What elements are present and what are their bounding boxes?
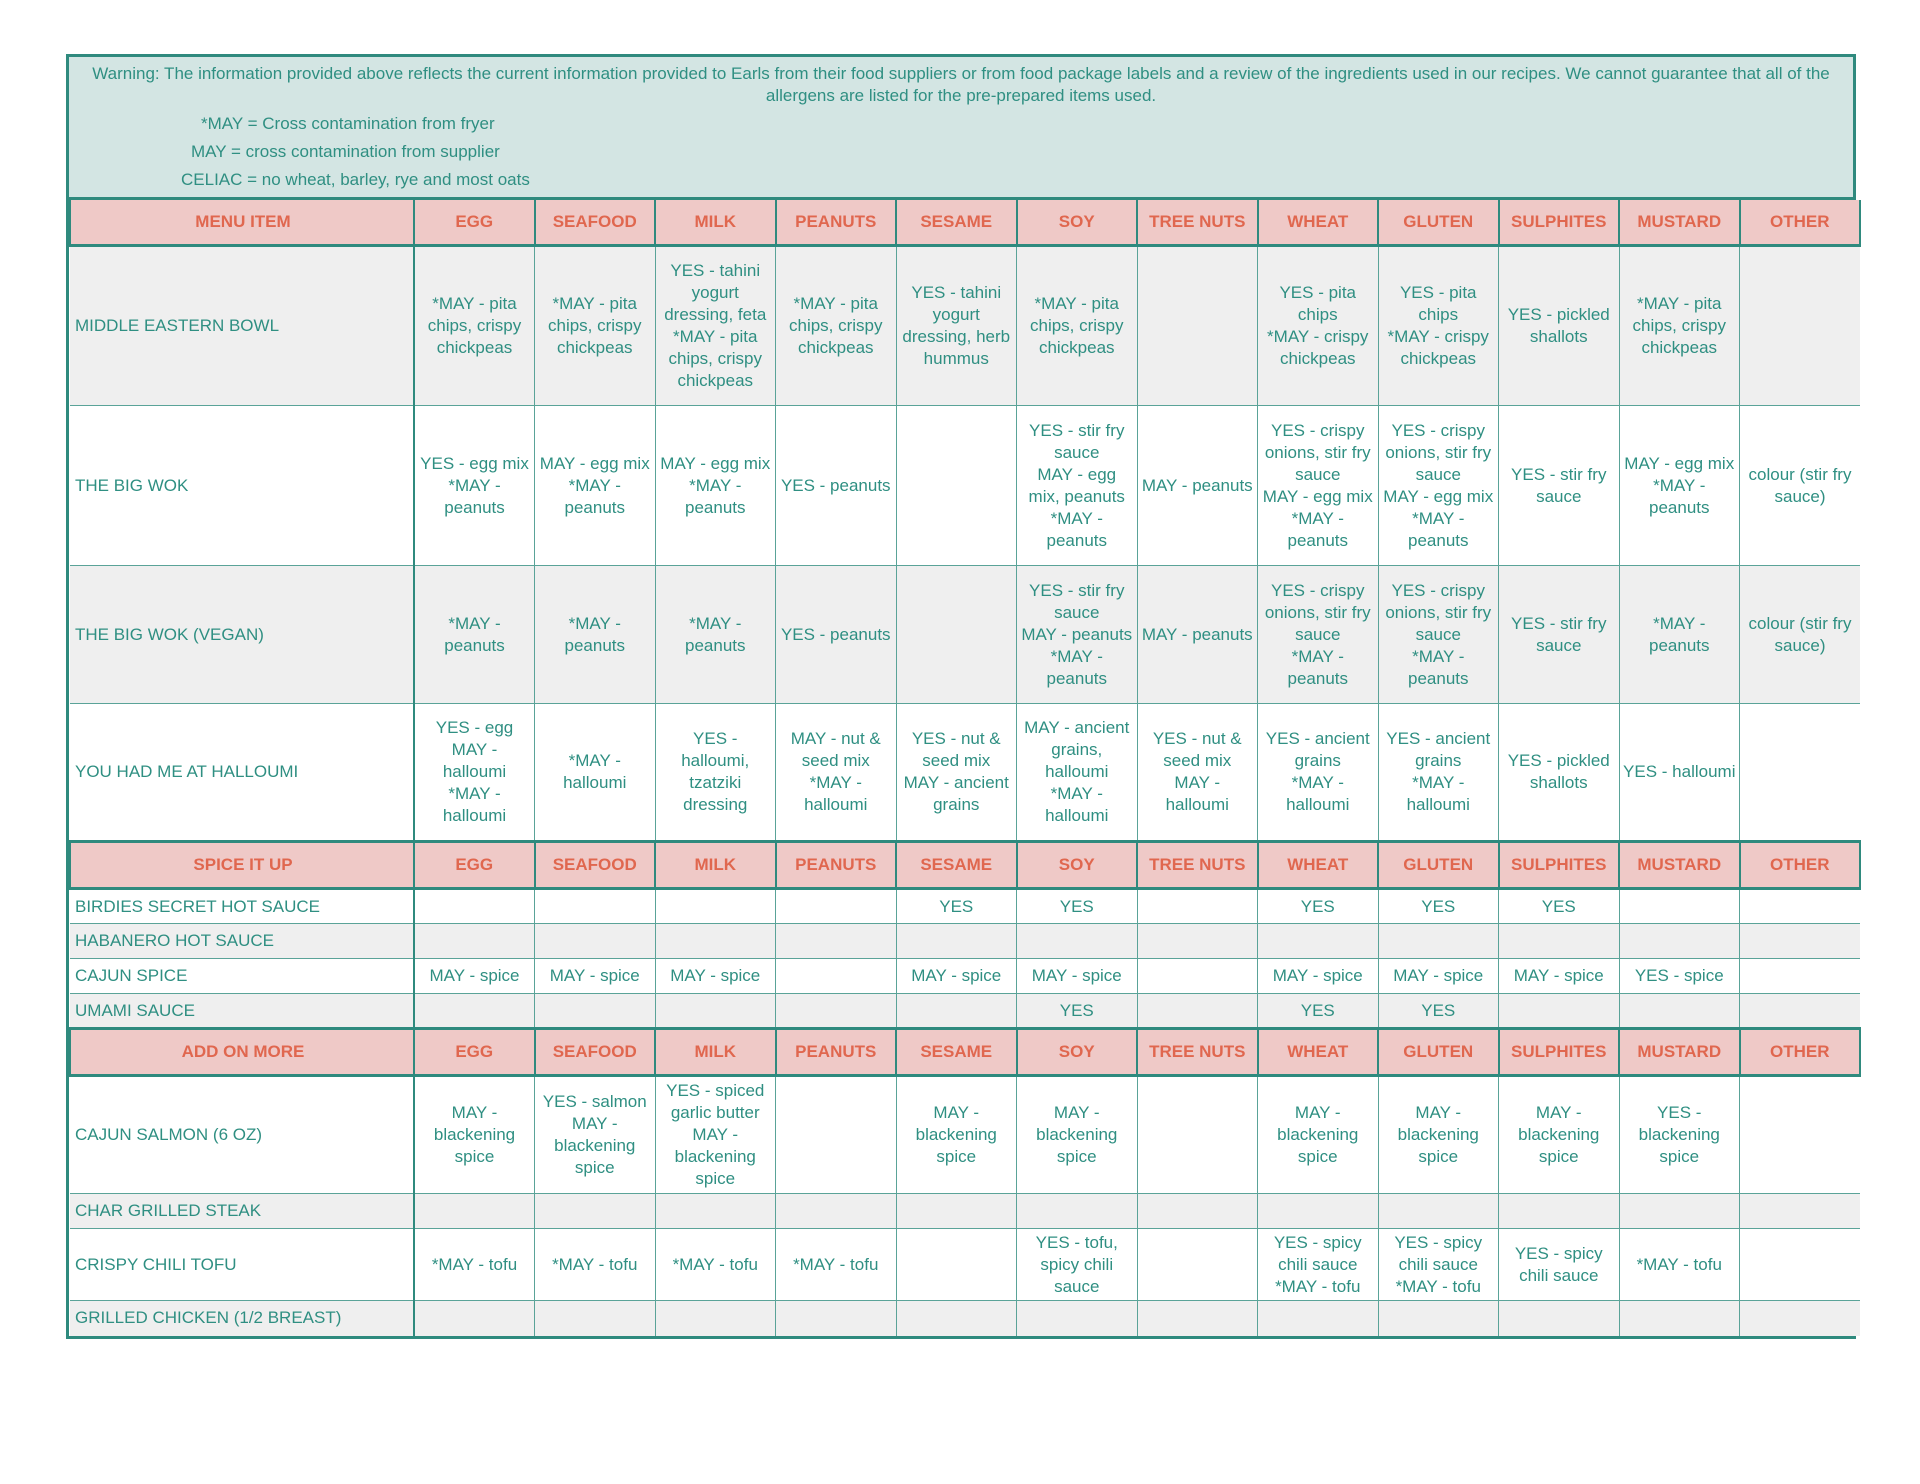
allergen-cell xyxy=(776,1301,897,1336)
column-header: WHEAT xyxy=(1258,200,1379,246)
allergen-cell xyxy=(1740,994,1861,1029)
allergen-cell: YES xyxy=(1258,889,1379,924)
allergen-cell xyxy=(535,1301,656,1336)
allergen-cell xyxy=(1258,1301,1379,1336)
allergen-cell: MAY - spice xyxy=(896,959,1017,994)
allergen-cell xyxy=(1740,1076,1861,1194)
legend-fryer: *MAY = Cross contamination from fryer xyxy=(201,114,495,133)
allergen-cell xyxy=(1740,1229,1861,1301)
column-header: OTHER xyxy=(1740,842,1861,889)
section-header-row xyxy=(70,1029,1860,1076)
allergen-cell xyxy=(896,924,1017,959)
allergen-cell xyxy=(1017,1194,1138,1229)
allergen-cell xyxy=(1017,1301,1138,1336)
allergen-cell: MAY - spice xyxy=(535,959,656,994)
allergen-cell xyxy=(1619,1194,1740,1229)
allergen-cell: YES - blackening spice xyxy=(1619,1076,1740,1194)
column-header: TREE NUTS xyxy=(1137,200,1258,246)
allergen-cell xyxy=(535,889,656,924)
table-row xyxy=(70,1229,1860,1301)
allergen-cell: *MAY - tofu xyxy=(776,1229,897,1301)
allergen-cell: YES - ancient grains *MAY - halloumi xyxy=(1378,704,1499,842)
table-row xyxy=(70,1301,1860,1336)
allergen-cell: YES - spicy chili sauce *MAY - tofu xyxy=(1378,1229,1499,1301)
column-header: OTHER xyxy=(1740,1029,1861,1076)
menu-item-name: CAJUN SALMON (6 OZ) xyxy=(70,1076,414,1194)
allergen-cell: YES - nut & seed mix MAY - halloumi xyxy=(1137,704,1258,842)
allergen-cell xyxy=(655,1194,776,1229)
allergen-cell: MAY - blackening spice xyxy=(1499,1076,1620,1194)
allergen-cell: YES - salmon MAY - blackening spice xyxy=(535,1076,656,1194)
allergen-cell xyxy=(1378,1301,1499,1336)
allergen-cell xyxy=(776,924,897,959)
allergen-cell xyxy=(1137,1229,1258,1301)
column-header: WHEAT xyxy=(1258,842,1379,889)
allergen-cell: MAY - spice xyxy=(414,959,535,994)
column-header: SEAFOOD xyxy=(535,200,656,246)
column-header: SOY xyxy=(1017,1029,1138,1076)
table-row xyxy=(70,1194,1860,1229)
allergen-cell xyxy=(1137,1301,1258,1336)
allergen-cell xyxy=(1740,889,1861,924)
column-header: MILK xyxy=(655,1029,776,1076)
allergen-cell xyxy=(1137,246,1258,406)
allergen-cell: MAY - spice xyxy=(655,959,776,994)
column-header: MUSTARD xyxy=(1619,842,1740,889)
column-header: SULPHITES xyxy=(1499,842,1620,889)
allergen-cell: YES xyxy=(1499,889,1620,924)
allergen-cell: YES xyxy=(1258,994,1379,1029)
allergen-cell: *MAY - tofu xyxy=(414,1229,535,1301)
allergen-cell: *MAY - peanuts xyxy=(1619,566,1740,704)
allergen-cell: MAY - blackening spice xyxy=(1378,1076,1499,1194)
allergen-cell xyxy=(1137,994,1258,1029)
allergen-cell: *MAY - halloumi xyxy=(535,704,656,842)
allergen-cell: MAY - egg mix *MAY - peanuts xyxy=(655,406,776,566)
allergen-cell: YES - nut & seed mix MAY - ancient grains xyxy=(896,704,1017,842)
column-header: WHEAT xyxy=(1258,1029,1379,1076)
column-header: SOY xyxy=(1017,200,1138,246)
allergen-cell xyxy=(1619,1301,1740,1336)
allergen-cell xyxy=(896,406,1017,566)
allergen-cell: *MAY - pita chips, crispy chickpeas xyxy=(776,246,897,406)
allergen-cell: YES - crispy onions, stir fry sauce MAY - egg mix *MAY - peanuts xyxy=(1378,406,1499,566)
allergen-cell xyxy=(535,924,656,959)
allergen-cell xyxy=(655,1301,776,1336)
column-header: SESAME xyxy=(896,1029,1017,1076)
allergen-cell: YES - spicy chili sauce xyxy=(1499,1229,1620,1301)
allergen-cell xyxy=(1619,924,1740,959)
allergen-cell xyxy=(655,889,776,924)
column-header: SULPHITES xyxy=(1499,200,1620,246)
column-header: TREE NUTS xyxy=(1137,1029,1258,1076)
allergen-cell: *MAY - peanuts xyxy=(655,566,776,704)
column-header: MILK xyxy=(655,842,776,889)
allergen-cell xyxy=(1258,1194,1379,1229)
allergen-cell: *MAY - tofu xyxy=(535,1229,656,1301)
menu-item-name: THE BIG WOK xyxy=(70,406,414,566)
table-body xyxy=(70,200,1860,1336)
allergen-cell xyxy=(1740,1301,1861,1336)
column-header: EGG xyxy=(414,200,535,246)
allergen-cell xyxy=(1740,1194,1861,1229)
column-header: PEANUTS xyxy=(776,200,897,246)
allergen-cell: YES xyxy=(896,889,1017,924)
allergen-cell xyxy=(1378,924,1499,959)
section-header-row xyxy=(70,842,1860,889)
column-header: GLUTEN xyxy=(1378,842,1499,889)
table-row xyxy=(70,994,1860,1029)
table-row xyxy=(70,924,1860,959)
allergen-cell xyxy=(1017,924,1138,959)
section-title: MENU ITEM xyxy=(70,200,414,246)
menu-item-name: YOU HAD ME AT HALLOUMI xyxy=(70,704,414,842)
menu-item-name: CHAR GRILLED STEAK xyxy=(70,1194,414,1229)
allergen-cell: YES - pickled shallots xyxy=(1499,704,1620,842)
allergen-cell: YES - peanuts xyxy=(776,406,897,566)
allergen-cell: YES - stir fry sauce xyxy=(1499,566,1620,704)
allergen-cell: *MAY - pita chips, crispy chickpeas xyxy=(1017,246,1138,406)
section-title: SPICE IT UP xyxy=(70,842,414,889)
allergen-cell: YES xyxy=(1017,994,1138,1029)
table-row xyxy=(70,566,1860,704)
allergen-cell: *MAY - peanuts xyxy=(414,566,535,704)
section-header-row xyxy=(70,200,1860,246)
allergen-cell: YES - peanuts xyxy=(776,566,897,704)
allergen-cell: YES - crispy onions, stir fry sauce *MAY - peanuts xyxy=(1378,566,1499,704)
allergen-cell: YES - spiced garlic butter MAY - blackening spice xyxy=(655,1076,776,1194)
allergen-cell: MAY - peanuts xyxy=(1137,566,1258,704)
column-header: EGG xyxy=(414,842,535,889)
allergen-cell: MAY - spice xyxy=(1499,959,1620,994)
allergen-cell xyxy=(1137,1194,1258,1229)
allergen-cell xyxy=(1137,1076,1258,1194)
allergen-cell: YES - halloumi, tzatziki dressing xyxy=(655,704,776,842)
allergen-table xyxy=(69,200,1861,1336)
allergen-cell: MAY - blackening spice xyxy=(1017,1076,1138,1194)
legend-celiac: CELIAC = no wheat, barley, rye and most oats xyxy=(181,170,530,189)
allergen-cell: YES - tofu, spicy chili sauce xyxy=(1017,1229,1138,1301)
column-header: SOY xyxy=(1017,842,1138,889)
allergen-cell: YES - tahini yogurt dressing, herb hummus xyxy=(896,246,1017,406)
allergen-cell: *MAY - peanuts xyxy=(535,566,656,704)
allergen-cell: YES - stir fry sauce MAY - egg mix, peanuts *MAY - peanuts xyxy=(1017,406,1138,566)
allergen-cell xyxy=(1740,924,1861,959)
allergen-cell xyxy=(655,994,776,1029)
allergen-cell xyxy=(896,566,1017,704)
allergen-cell xyxy=(655,924,776,959)
allergen-cell: *MAY - pita chips, crispy chickpeas xyxy=(414,246,535,406)
allergen-cell xyxy=(1499,994,1620,1029)
allergen-cell: YES - pita chips *MAY - crispy chickpeas xyxy=(1258,246,1379,406)
allergen-cell: YES - ancient grains *MAY - halloumi xyxy=(1258,704,1379,842)
column-header: SEAFOOD xyxy=(535,1029,656,1076)
allergen-cell xyxy=(896,994,1017,1029)
column-header: GLUTEN xyxy=(1378,1029,1499,1076)
allergen-cell xyxy=(1499,1194,1620,1229)
allergen-cell xyxy=(1619,889,1740,924)
allergen-cell: YES - pita chips *MAY - crispy chickpeas xyxy=(1378,246,1499,406)
column-header: MUSTARD xyxy=(1619,200,1740,246)
menu-item-name: HABANERO HOT SAUCE xyxy=(70,924,414,959)
allergen-cell: MAY - ancient grains, halloumi *MAY - halloumi xyxy=(1017,704,1138,842)
allergen-cell: YES - spice xyxy=(1619,959,1740,994)
table-row xyxy=(70,959,1860,994)
allergen-cell xyxy=(414,924,535,959)
allergen-cell: MAY - blackening spice xyxy=(414,1076,535,1194)
allergen-cell: YES xyxy=(1378,994,1499,1029)
allergen-cell: *MAY - tofu xyxy=(1619,1229,1740,1301)
allergen-cell xyxy=(776,959,897,994)
column-header: SEAFOOD xyxy=(535,842,656,889)
allergen-cell: *MAY - tofu xyxy=(655,1229,776,1301)
allergen-cell xyxy=(1499,924,1620,959)
allergen-cell: YES - egg MAY - halloumi *MAY - halloumi xyxy=(414,704,535,842)
allergen-cell: colour (stir fry sauce) xyxy=(1740,406,1861,566)
allergen-cell xyxy=(1740,704,1861,842)
menu-item-name: BIRDIES SECRET HOT SAUCE xyxy=(70,889,414,924)
column-header: MUSTARD xyxy=(1619,1029,1740,1076)
allergen-cell: YES - egg mix *MAY - peanuts xyxy=(414,406,535,566)
allergen-cell: YES xyxy=(1378,889,1499,924)
allergen-cell: MAY - blackening spice xyxy=(1258,1076,1379,1194)
column-header: MILK xyxy=(655,200,776,246)
allergen-cell xyxy=(1137,924,1258,959)
allergen-cell xyxy=(1740,959,1861,994)
allergen-cell: MAY - spice xyxy=(1378,959,1499,994)
allergen-cell xyxy=(1137,889,1258,924)
allergen-cell xyxy=(1137,959,1258,994)
column-header: GLUTEN xyxy=(1378,200,1499,246)
allergen-cell xyxy=(1499,1301,1620,1336)
allergen-cell: *MAY - pita chips, crispy chickpeas xyxy=(535,246,656,406)
allergen-cell: *MAY - pita chips, crispy chickpeas xyxy=(1619,246,1740,406)
section-title: ADD ON MORE xyxy=(70,1029,414,1076)
allergen-cell: MAY - peanuts xyxy=(1137,406,1258,566)
allergen-cell: YES - spicy chili sauce *MAY - tofu xyxy=(1258,1229,1379,1301)
column-header: PEANUTS xyxy=(776,842,897,889)
allergen-cell xyxy=(776,1194,897,1229)
allergen-cell: MAY - nut & seed mix *MAY - halloumi xyxy=(776,704,897,842)
allergen-cell xyxy=(1258,924,1379,959)
allergen-cell xyxy=(414,1194,535,1229)
allergen-cell: MAY - egg mix *MAY - peanuts xyxy=(1619,406,1740,566)
column-header: SESAME xyxy=(896,200,1017,246)
allergen-cell: MAY - blackening spice xyxy=(896,1076,1017,1194)
allergen-cell: YES - tahini yogurt dressing, feta *MAY - pita chips, crispy chickpeas xyxy=(655,246,776,406)
allergen-sheet xyxy=(66,54,1856,1339)
column-header: OTHER xyxy=(1740,200,1861,246)
allergen-cell: MAY - egg mix *MAY - peanuts xyxy=(535,406,656,566)
allergen-cell: colour (stir fry sauce) xyxy=(1740,566,1861,704)
allergen-cell: YES xyxy=(1017,889,1138,924)
allergen-cell xyxy=(1378,1194,1499,1229)
table-row xyxy=(70,246,1860,406)
table-row xyxy=(70,704,1860,842)
allergen-cell: YES - stir fry sauce MAY - peanuts *MAY - peanuts xyxy=(1017,566,1138,704)
column-header: SULPHITES xyxy=(1499,1029,1620,1076)
table-row xyxy=(70,889,1860,924)
menu-item-name: CAJUN SPICE xyxy=(70,959,414,994)
menu-item-name: UMAMI SAUCE xyxy=(70,994,414,1029)
allergen-cell: YES - halloumi xyxy=(1619,704,1740,842)
allergen-cell: YES - pickled shallots xyxy=(1499,246,1620,406)
warning-text: Warning: The information provided above reflects the current information provided to Earls from their food suppliers or from food package labels and a review of the ingredients used in our recipes. We cannot guarantee that all of the allergens are listed for the pre-prepared items used. xyxy=(92,64,1830,105)
allergen-cell: YES - crispy onions, stir fry sauce MAY - egg mix *MAY - peanuts xyxy=(1258,406,1379,566)
allergen-cell xyxy=(776,889,897,924)
allergen-cell xyxy=(414,994,535,1029)
allergen-cell xyxy=(1740,246,1861,406)
allergen-cell xyxy=(414,1301,535,1336)
menu-item-name: CRISPY CHILI TOFU xyxy=(70,1229,414,1301)
column-header: TREE NUTS xyxy=(1137,842,1258,889)
allergen-cell xyxy=(776,994,897,1029)
allergen-cell: MAY - spice xyxy=(1017,959,1138,994)
table-row xyxy=(70,1076,1860,1194)
column-header: PEANUTS xyxy=(776,1029,897,1076)
menu-item-name: THE BIG WOK (VEGAN) xyxy=(70,566,414,704)
table-row xyxy=(70,406,1860,566)
allergen-cell: YES - crispy onions, stir fry sauce *MAY - peanuts xyxy=(1258,566,1379,704)
column-header: EGG xyxy=(414,1029,535,1076)
allergen-cell xyxy=(896,1301,1017,1336)
menu-item-name: GRILLED CHICKEN (1/2 BREAST) xyxy=(70,1301,414,1336)
allergen-cell xyxy=(535,994,656,1029)
legend-supplier: MAY = cross contamination from supplier xyxy=(191,142,500,161)
allergen-cell xyxy=(414,889,535,924)
column-header: SESAME xyxy=(896,842,1017,889)
allergen-cell: MAY - spice xyxy=(1258,959,1379,994)
allergen-cell xyxy=(896,1194,1017,1229)
menu-item-name: MIDDLE EASTERN BOWL xyxy=(70,246,414,406)
allergen-cell xyxy=(1619,994,1740,1029)
allergen-cell xyxy=(896,1229,1017,1301)
allergen-cell xyxy=(535,1194,656,1229)
warning-note xyxy=(69,57,1853,200)
allergen-cell: YES - stir fry sauce xyxy=(1499,406,1620,566)
allergen-cell xyxy=(776,1076,897,1194)
